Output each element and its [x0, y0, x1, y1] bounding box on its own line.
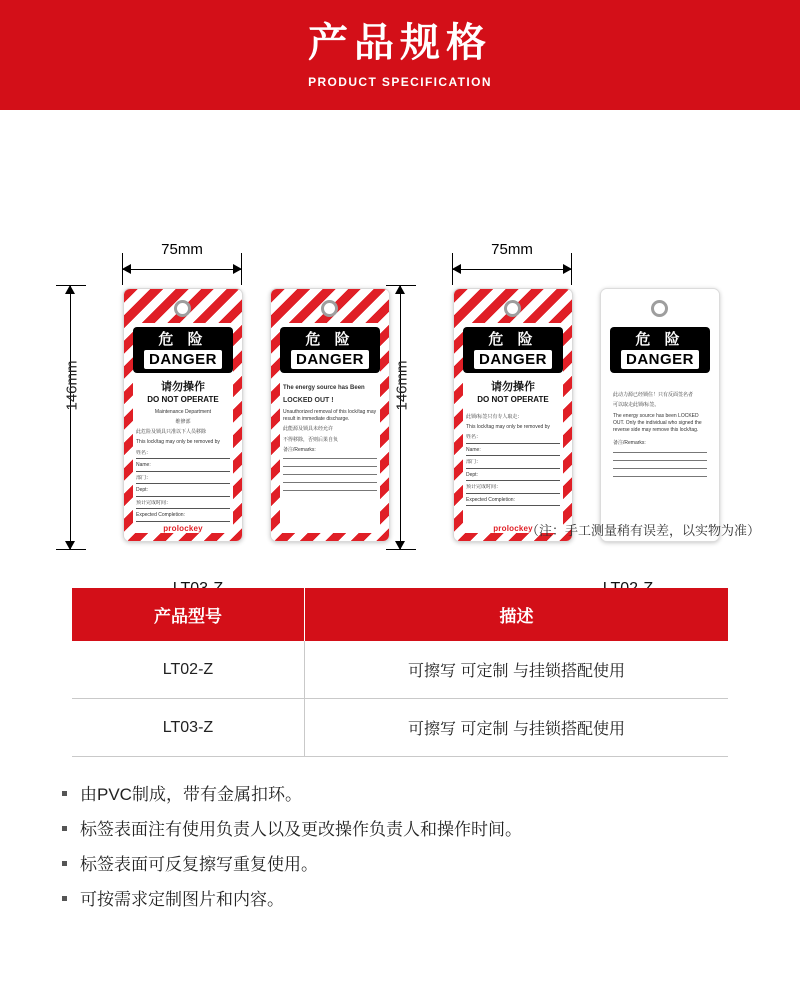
- tag-dept-cn: 维修部: [175, 418, 191, 425]
- blank-line: [283, 466, 377, 467]
- field-dept-en: Dept:: [466, 472, 560, 482]
- page-subtitle: PRODUCT SPECIFICATION: [308, 75, 492, 89]
- danger-label-en: DANGER: [474, 350, 552, 369]
- danger-banner: [463, 327, 563, 373]
- grommet-icon: [651, 300, 668, 317]
- tag-body: [283, 381, 377, 498]
- blank-line: [613, 476, 707, 477]
- brand-logo: [124, 524, 242, 533]
- dimension-height-right: [380, 285, 420, 550]
- table-header-desc: 描述: [305, 588, 729, 641]
- cell-model: LT03-Z: [72, 699, 305, 757]
- back-blank-lines: [283, 458, 377, 491]
- tag-fields: [466, 434, 560, 506]
- tag-body: [466, 381, 560, 509]
- danger-label-cn: 危 险: [488, 330, 538, 348]
- field-completion-en: Expected Completion:: [466, 497, 560, 507]
- tag-body: [136, 381, 230, 525]
- tag-note-en: This lock/tag may only be removed by: [466, 423, 550, 430]
- danger-label-en: DANGER: [621, 350, 699, 369]
- blank-line: [613, 468, 707, 469]
- cell-model: LT02-Z: [72, 641, 305, 699]
- list-item: 可按需求定制图片和内容。: [62, 891, 762, 908]
- arrow-down-icon: [395, 541, 405, 550]
- field-name-cn: 姓名：: [466, 434, 560, 444]
- table-row: [72, 699, 728, 757]
- page-title: 产品规格: [308, 21, 492, 65]
- blank-line: [613, 460, 707, 461]
- back-cn1: 此能源及锁具未经允许: [283, 426, 334, 433]
- brand-logo-text: prolockey: [163, 524, 203, 533]
- back-cn2: 可以取走此锁/标签。: [613, 402, 660, 409]
- arrow-right-icon: [563, 264, 572, 274]
- grommet-icon: [174, 300, 191, 317]
- dimension-width-label-left: 75mm: [161, 241, 203, 258]
- danger-label-en: DANGER: [144, 350, 222, 369]
- measurement-note: （注：手工测量稍有误差，以实物为准）: [525, 523, 760, 538]
- back-cn1: 此动力源已经锁住！只有反面签名者: [613, 392, 694, 398]
- field-completion-cn: 预计完成时间：: [136, 500, 230, 510]
- blank-line: [283, 490, 377, 491]
- dimension-height-left: [50, 285, 90, 550]
- tag-title-cn: 请勿操作: [491, 381, 535, 393]
- arrow-down-icon: [65, 541, 75, 550]
- tag-note-cn: 此危险及锁具只准以下人员移除: [136, 429, 207, 436]
- tag-lt02z-back: [600, 288, 720, 542]
- arrow-up-icon: [395, 285, 405, 294]
- dimension-line: [122, 269, 242, 270]
- arrow-left-icon: [452, 264, 461, 274]
- grommet-icon: [504, 300, 521, 317]
- danger-label-en: DANGER: [291, 350, 369, 369]
- brand-logo-text: prolockey: [493, 524, 533, 533]
- tag-title-en: DO NOT OPERATE: [147, 395, 219, 405]
- table-row: [72, 641, 728, 699]
- arrow-left-icon: [122, 264, 131, 274]
- spec-diagram: [0, 110, 800, 570]
- arrow-right-icon: [233, 264, 242, 274]
- list-item: 由PVC制成，带有金属扣环。: [62, 786, 762, 803]
- blank-line: [283, 482, 377, 483]
- page-header: [0, 0, 800, 110]
- back-line3: Unauthorized removal of this lock/tag may result in immediate discharge.: [283, 408, 377, 423]
- grommet-icon: [321, 300, 338, 317]
- tag-note-en: This lock/tag may only be removed by: [136, 439, 220, 446]
- blank-line: [283, 474, 377, 475]
- tag-fields: [136, 450, 230, 522]
- list-item: 标签表面可反复擦写重复使用。: [62, 856, 762, 873]
- field-completion-en: Expected Completion:: [136, 512, 230, 522]
- danger-label-cn: 危 险: [635, 330, 685, 348]
- tag-title-en: DO NOT OPERATE: [477, 395, 549, 405]
- feature-list: [62, 786, 762, 926]
- dimension-line: [452, 269, 572, 270]
- field-dept-cn: 部门：: [136, 475, 230, 485]
- danger-banner: [133, 327, 233, 373]
- blank-line: [613, 452, 707, 453]
- back-cn2: 不得移除，否则后果自负: [283, 436, 339, 443]
- cell-desc: 可擦写 可定制 与挂锁搭配使用: [305, 699, 729, 757]
- field-name-cn: 姓名：: [136, 450, 230, 460]
- spec-table: [72, 588, 728, 757]
- field-name-en: Name:: [466, 447, 560, 457]
- tag-body: [613, 389, 707, 484]
- tag-note-cn: 此锁/标签只有专人取走：: [466, 413, 523, 420]
- dimension-width-label-right: 75mm: [491, 241, 533, 258]
- field-name-en: Name:: [136, 462, 230, 472]
- table-header-model: 产品型号: [72, 588, 305, 641]
- tag-title-cn: 请勿操作: [161, 381, 205, 393]
- field-dept-en: Dept:: [136, 487, 230, 497]
- danger-banner: [610, 327, 710, 373]
- back-en1: The energy source has been LOCKED OUT. Only the individual who signed the reverse side may remove this lock/tag.: [613, 412, 702, 433]
- dimension-height-label-right: 146mm: [393, 360, 411, 411]
- list-item: 标签表面注有使用负责人以及更改操作负责人和操作时间。: [62, 821, 762, 838]
- back-line2: LOCKED OUT !: [283, 396, 334, 404]
- danger-label-cn: 危 险: [305, 330, 355, 348]
- arrow-up-icon: [65, 285, 75, 294]
- dimension-width-left: [122, 241, 242, 275]
- back-blank-lines: [613, 452, 707, 477]
- tag-lt03z-back: [270, 288, 390, 542]
- dimension-height-label-left: 146mm: [63, 360, 81, 411]
- cell-desc: 可擦写 可定制 与挂锁搭配使用: [305, 641, 729, 699]
- tag-lt02z-front: [453, 288, 573, 542]
- table-header-row: [72, 588, 728, 641]
- tag-lt03z-front: [123, 288, 243, 542]
- blank-line: [283, 458, 377, 459]
- back-remarks: 备注/Remarks:: [283, 446, 316, 453]
- danger-label-cn: 危 险: [158, 330, 208, 348]
- field-completion-cn: 预计完成时间：: [466, 484, 560, 494]
- back-remarks: 备注/Remarks:: [613, 440, 646, 447]
- back-line1: The energy source has Been: [283, 385, 365, 391]
- dimension-width-right: [452, 241, 572, 275]
- field-dept-cn: 部门：: [466, 459, 560, 469]
- danger-banner: [280, 327, 380, 373]
- tag-dept-en: Maintenance Department: [154, 408, 212, 415]
